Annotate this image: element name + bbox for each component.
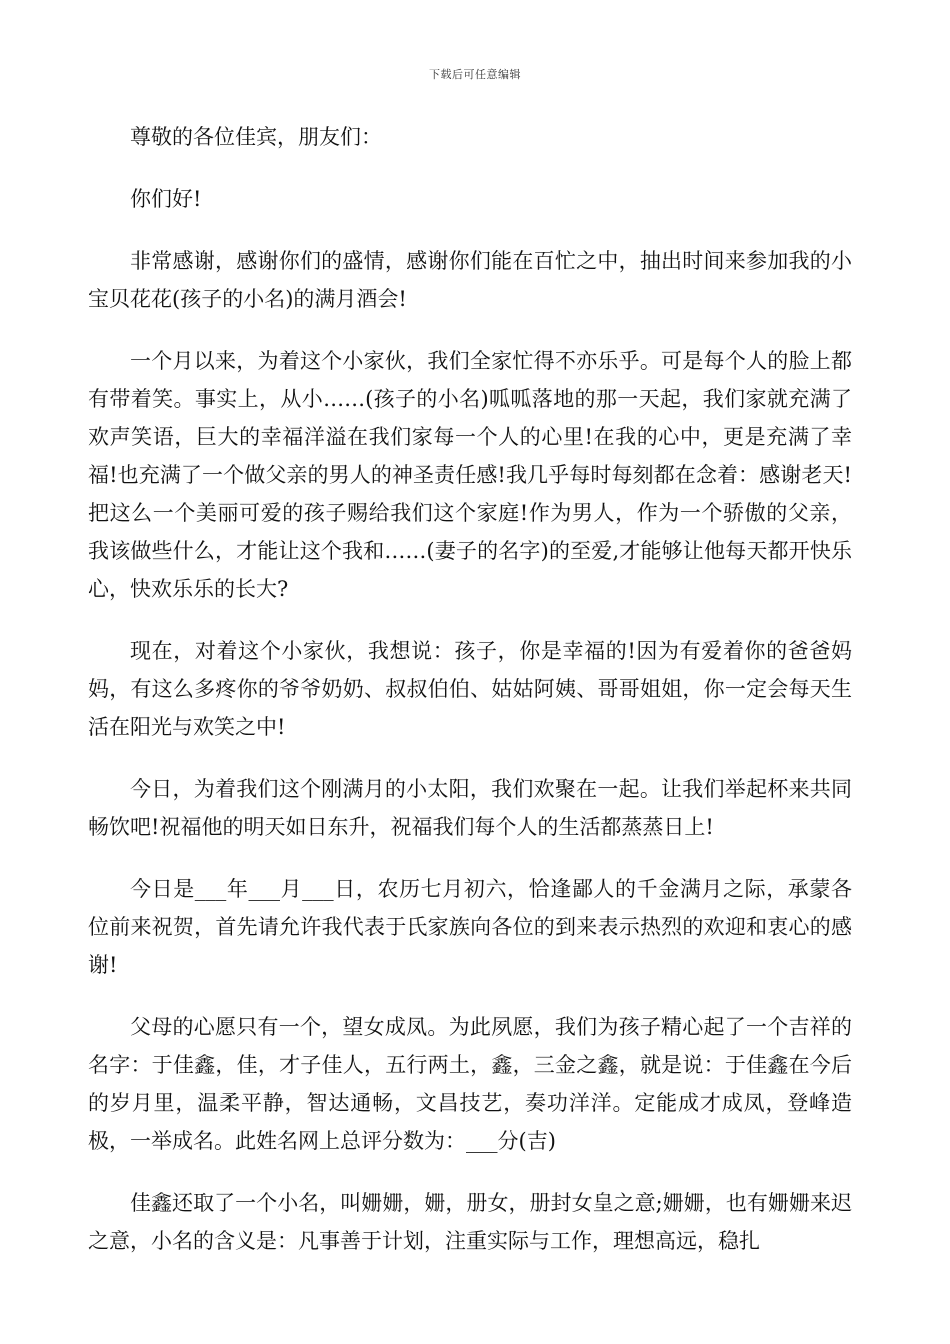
paragraph-date: 今日是___年___月___日，农历七月初六，恰逢鄙人的千金满月之际，承蒙各位前来祝贺，首先请允许我代表于氏家族向各位的到来表示热烈的欢迎和衷心的感谢! — [88, 877, 852, 977]
document-body — [88, 118, 852, 1284]
paragraph-toast: 今日，为着我们这个刚满月的小太阳，我们欢聚在一起。让我们举起杯来共同畅饮吧!祝福他的明天如日东升，祝福我们每个人的生活都蒸蒸日上! — [88, 777, 852, 839]
paragraph-greeting: 尊敬的各位佳宾，朋友们： — [130, 125, 382, 149]
header-note: 下载后可任意编辑 — [429, 68, 521, 81]
paragraph-first-month: 一个月以来，为着这个小家伙，我们全家忙得不亦乐乎。可是每个人的脸上都有带着笑。事实上，从小……(孩子的小名)呱呱落地的那一天起，我们家就充满了欢声笑语，巨大的幸福洋溢在我们家每一个人的心里!在我的心中，更是充满了幸福!也充满了一个做父亲的男人的神圣责任感!我几乎每时每刻都在念着：感谢老天!把这么一个美丽可爱的孩子赐给我们这个家庭!作为男人，作为一个骄傲的父亲，我该做些什么，才能让这个我和……(妻子的名字)的至爱,才能够让他每天都开快乐心，快欢乐乐的长大? — [88, 349, 852, 601]
paragraph-nickname: 佳鑫还取了一个小名，叫姗姗，姗，册女，册封女皇之意;姗姗，也有姗姗来迟之意，小名的含义是：凡事善于计划，注重实际与工作，理想高远，稳扎 — [88, 1191, 852, 1253]
paragraph-thanks: 非常感谢，感谢你们的盛情，感谢你们能在百忙之中，抽出时间来参加我的小宝贝花花(孩子的小名)的满月酒会! — [88, 249, 852, 311]
paragraph-name-meaning: 父母的心愿只有一个，望女成凤。为此夙愿，我们为孩子精心起了一个吉祥的名字：于佳鑫，佳，才子佳人，五行两土，鑫，三金之鑫，就是说：于佳鑫在今后的岁月里，温柔平静，智达通畅，文昌技艺，奏功洋洋。定能成才成凤，登峰造极，一举成名。此姓名网上总评分数为：___分(吉) — [88, 1015, 852, 1153]
paragraph-hello: 你们好! — [130, 187, 202, 211]
paragraph-to-child: 现在，对着这个小家伙，我想说：孩子，你是幸福的!因为有爱着你的爸爸妈妈，有这么多疼你的爷爷奶奶、叔叔伯伯、姑姑阿姨、哥哥姐姐，你一定会每天生活在阳光与欢笑之中! — [88, 639, 852, 739]
